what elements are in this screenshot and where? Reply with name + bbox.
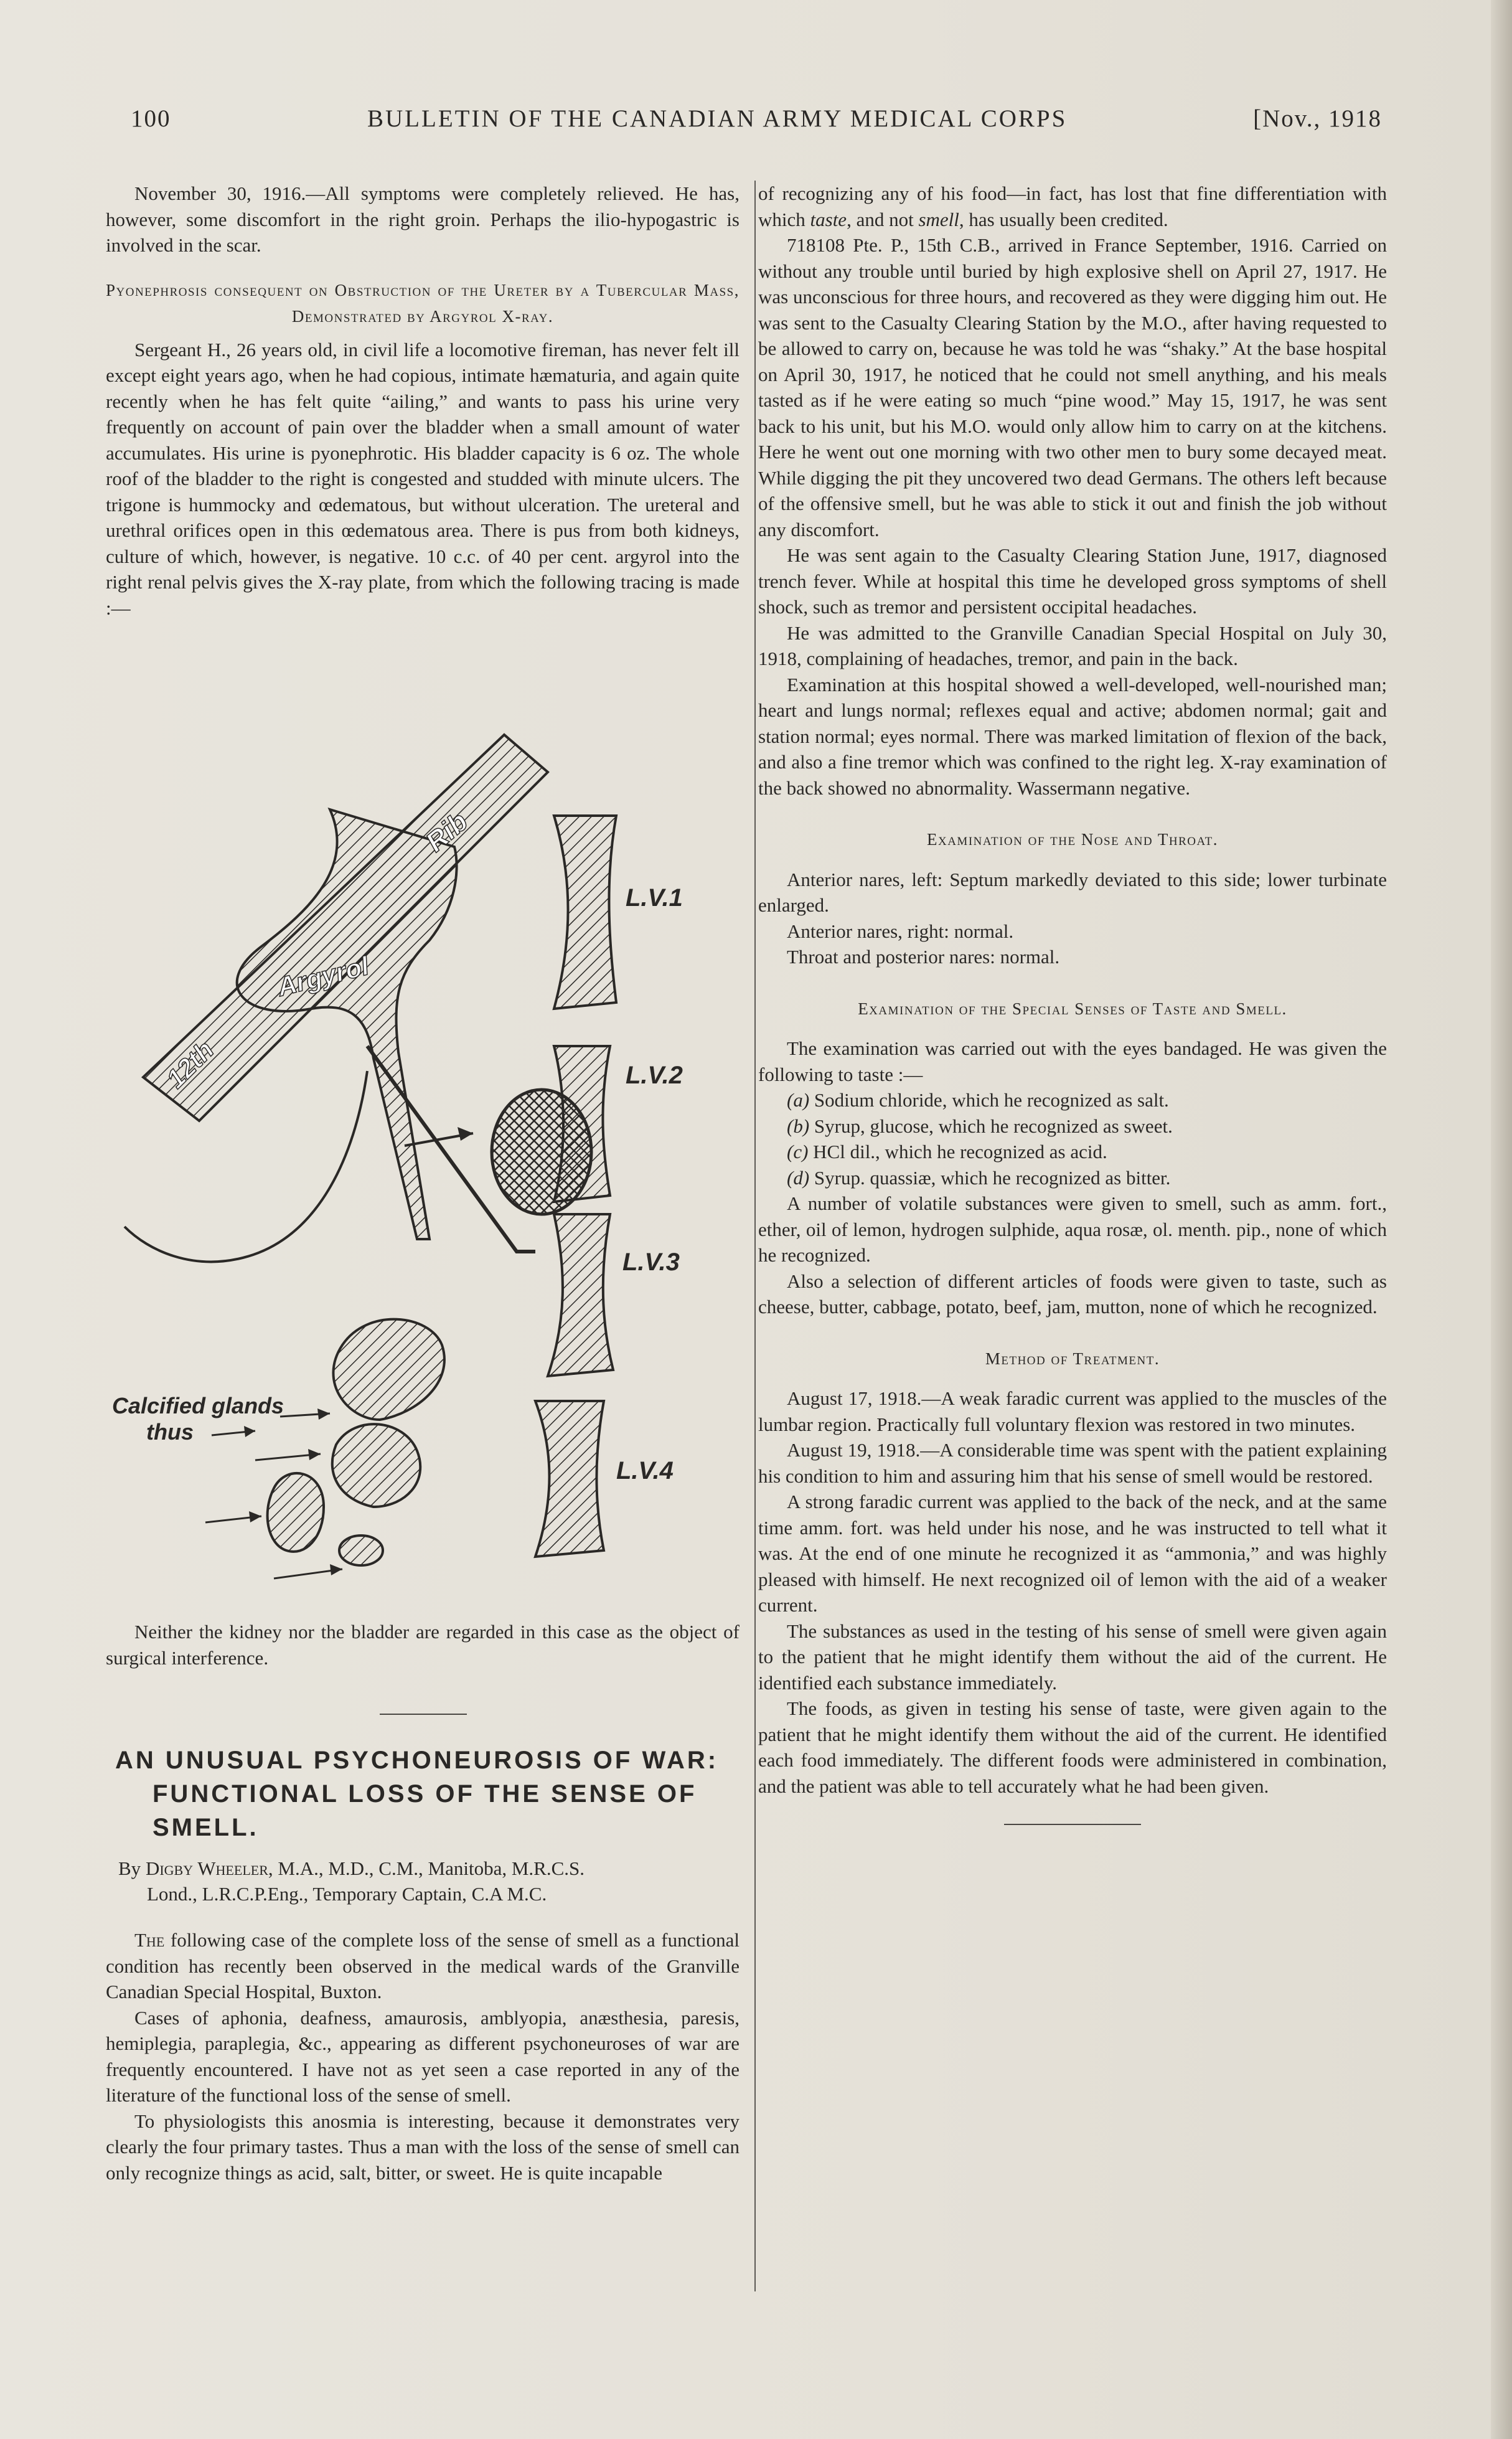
case-paragraph: Sergeant H., 26 years old, in civil life a locomotive fireman, has never felt ill except eight years ago, when he had copious, intimate hæmaturia, and again quite recently when he has felt quite “ailing,” and wants to pass his urine very frequently on account of pain over the bladder when a small amount of water accumulates. His urine is pyonephrotic. His bladder capacity is 6 oz. The whole roof of the bladder to the right is congested and studded with minute ulcers. The trigone is hummocky and œdematous, but without ulceration. The ureteral and urethral orifices open in this œdematous area. There is pus from both kidneys, culture of which, however, is negative. 10 c.c. of 40 per cent. argyrol into the right renal pelvis gives the X-ray plate, from which the following tracing is made :— (106, 338, 740, 619)
article-separator (380, 1714, 467, 1715)
article-title-line1: AN UNUSUAL PSYCHONEUROSIS OF WAR: (115, 1747, 719, 1774)
senses-intro: The examination was carried out with the eyes bandaged. He was given the following to taste :— (758, 1037, 1387, 1085)
article-byline (118, 1856, 735, 1907)
treatment-paragraph-4: The substances as used in the testing of his sense of smell were given again to the patient that he might identify them without the aid of the current. He identified each substance immediately. (758, 1620, 1387, 1694)
label-lv3: L.V.3 (622, 1248, 680, 1276)
page-edge (1491, 0, 1512, 2439)
intro-paragraph: November 30, 1916.—All symptoms were completely relieved. He has, however, some discomfort in the right groin. Perhaps the ilio-hypogastric is involved in the scar. (106, 182, 740, 256)
heading-nose-throat: Examination of the Nose and Throat. (927, 830, 1218, 849)
section-heading-pyonephrosis: Pyonephrosis consequent on Obstruction of the Ureter by a Tubercular Mass, Demonstrated by Argyrol X-ray. (106, 280, 740, 326)
page-number: 100 (131, 105, 171, 132)
left-column-after-figure (106, 1619, 740, 1671)
article-title-line2: FUNCTIONAL LOSS OF THE SENSE OF (153, 1780, 697, 1808)
treatment-paragraph-3: A strong faradic current was applied to the back of the neck, and at the same time amm. fort. was held under his nose, and he was instructed to tell what it was. At the end of one minute he recognized it as “ammonia,” and was highly pleased with himself. He next recognized oil of lemon with the aid of a weaker current. (758, 1491, 1387, 1616)
author-name: Digby Wheeler (145, 1857, 268, 1879)
label-calcified-glands: Calcified glands (112, 1393, 284, 1418)
calcified-gland-1 (333, 1319, 444, 1420)
heading-method-treatment: Method of Treatment. (985, 1349, 1160, 1368)
article-title-line3: SMELL. (153, 1814, 259, 1841)
vertebra-lv4 (535, 1401, 604, 1557)
label-calcified-thus: thus (146, 1419, 194, 1445)
vertebra-lv1 (554, 816, 616, 1009)
nose-finding-2: Anterior nares, right: normal. (787, 920, 1014, 942)
calcified-gland-4 (339, 1536, 383, 1565)
tubercular-mass (492, 1090, 591, 1214)
author-credentials-2: Lond., L.R.C.P.Eng., Temporary Captain, C.A M.C. (147, 1883, 547, 1905)
history-paragraph-1: 718108 Pte. P., 15th C.B., arrived in France September, 1916. Carried on without any trouble until buried by high explosive shell on April 27, 1917. He was unconscious for three hours, and recovered as they were digging him out. He was sent to the Casualty Clearing Station by the M.O., after having requested to be allowed to carry on, because he was told he was “shaky.” At the base hospital on April 30, 1917, he noticed that he could not smell anything, and his meals tasted as if he were eating so much “pine wood.” May 15, 1917, he was sent back to his unit, but his M.O. would only allow him to carry on at the kitchens. Here he went out one morning with two other men to bury some decayed meat. While digging the pit they uncovered two dead Germans. The others left because of the offensive smell, but he was able to stick it out and finish the job without any discomfort. (758, 234, 1387, 540)
xray-tracing-figure (106, 722, 728, 1594)
treatment-paragraph-2: August 19, 1918.—A considerable time was spent with the patient explaining his condition to him and assuring him that his sense of smell would be restored. (758, 1439, 1387, 1487)
running-header (131, 105, 1382, 142)
calcified-gland-2 (332, 1424, 421, 1507)
label-lv1: L.V.1 (626, 884, 683, 912)
heading-special-senses: Examination of the Special Senses of Taste and Smell. (858, 999, 1287, 1018)
treatment-paragraph-1: August 17, 1918.—A weak faradic current was applied to the muscles of the lumbar region. Practically full voluntary flexion was restored in two minutes. (758, 1387, 1387, 1435)
history-paragraph-2: He was sent again to the Casualty Clearing Station June, 1917, diagnosed trench fever. While at hospital this time he developed gross symptoms of shell shock, such as tremor and persistent occipital headaches. (758, 544, 1387, 618)
vertebra-lv3 (548, 1214, 613, 1376)
column-rule (754, 181, 756, 2291)
right-column (758, 181, 1387, 1825)
label-12th: 12th (161, 1035, 220, 1094)
journal-title: BULLETIN OF THE CANADIAN ARMY MEDICAL CORPS (367, 105, 1068, 132)
author-credentials-1: , M.A., M.D., C.M., Manitoba, M.R.C.S. (268, 1857, 585, 1879)
article-paragraph-3: To physiologists this anosmia is interesting, because it demonstrates very clearly the four primary tastes. Thus a man with the loss of the sense of smell can only recognize things as acid, salt, bitter, or sweet. He is quite incapable (106, 2110, 740, 2184)
label-rib: Rib (420, 806, 474, 858)
article-paragraph-2: Cases of aphonia, deafness, amaurosis, amblyopia, anæsthesia, paresis, hemiplegia, paraplegia, &c., appearing as different psychoneuroses of war are frequently encountered. I have not as yet seen a case reported in any of the literature of the functional loss of the sense of smell. (106, 2006, 740, 2106)
end-separator (1004, 1824, 1141, 1825)
calcified-gland-3 (268, 1473, 324, 1552)
history-paragraph-4: Examination at this hospital showed a well-developed, well-nourished man; heart and lungs normal; reflexes equal and active; abdomen normal; gait and station normal; eyes normal. There was marked limitation of flexion of the back, and also a fine tremor which was confined to the right leg. X-ray examination of the back showed no abnormality. Wassermann negative. (758, 673, 1387, 799)
volatile-paragraph: A number of volatile substances were given to smell, such as amm. fort., ether, oil of lemon, hydrogen sulphide, aqua rosæ, ol. menth. pip., none of which he recognized. (758, 1192, 1387, 1266)
article-title (115, 1743, 738, 1844)
label-argyrol: Argyrol (274, 950, 372, 1002)
taste-item-b: (b) Syrup, glucose, which he recognized as sweet. (787, 1115, 1173, 1137)
taste-item-d: (d) Syrup. quassiæ, which he recognized as bitter. (787, 1166, 1171, 1189)
treatment-paragraph-5: The foods, as given in testing his sense of taste, were given again to the patient that he might identify them without the aid of the current. He identified each food immediately. The different foods were administered in combination, and the patient was able to tell accurately what he had been given. (758, 1697, 1387, 1797)
foods-paragraph: Also a selection of different articles of foods were given to taste, such as cheese, butter, cabbage, potato, beef, jam, mutton, none of which he recognized. (758, 1270, 1387, 1318)
nose-finding-1: Anterior nares, left: Septum markedly deviated to this side; lower turbinate enlarged. (758, 868, 1387, 916)
label-lv4: L.V.4 (616, 1457, 674, 1484)
nose-finding-3: Throat and posterior nares: normal. (787, 946, 1060, 968)
taste-item-a: (a) Sodium chloride, which he recognized as salt. (787, 1089, 1169, 1111)
left-column-top (106, 181, 740, 621)
article-body-left (106, 1927, 740, 2186)
byline-by: By (118, 1857, 141, 1879)
dropcap-word: The (134, 1929, 165, 1951)
issue-date: [Nov., 1918 (1253, 105, 1382, 132)
continuation-paragraph: of recognizing any of his food—in fact, has lost that fine differentiation with which taste, and not smell, has usually been credited. (758, 182, 1387, 230)
after-figure-paragraph: Neither the kidney nor the bladder are regarded in this case as the object of surgical interference. (106, 1621, 740, 1669)
taste-item-c: (c) HCl dil., which he recognized as acid. (787, 1141, 1107, 1163)
label-lv2: L.V.2 (626, 1062, 683, 1089)
history-paragraph-3: He was admitted to the Granville Canadian Special Hospital on July 30, 1918, complaining of headaches, tremor, and pain in the back. (758, 621, 1387, 669)
article-paragraph-1: The following case of the complete loss of the sense of smell as a functional condition has recently been observed in the medical wards of the Granville Canadian Special Hospital, Buxton. (106, 1929, 740, 2003)
kidney-outline-curve (124, 1071, 367, 1262)
